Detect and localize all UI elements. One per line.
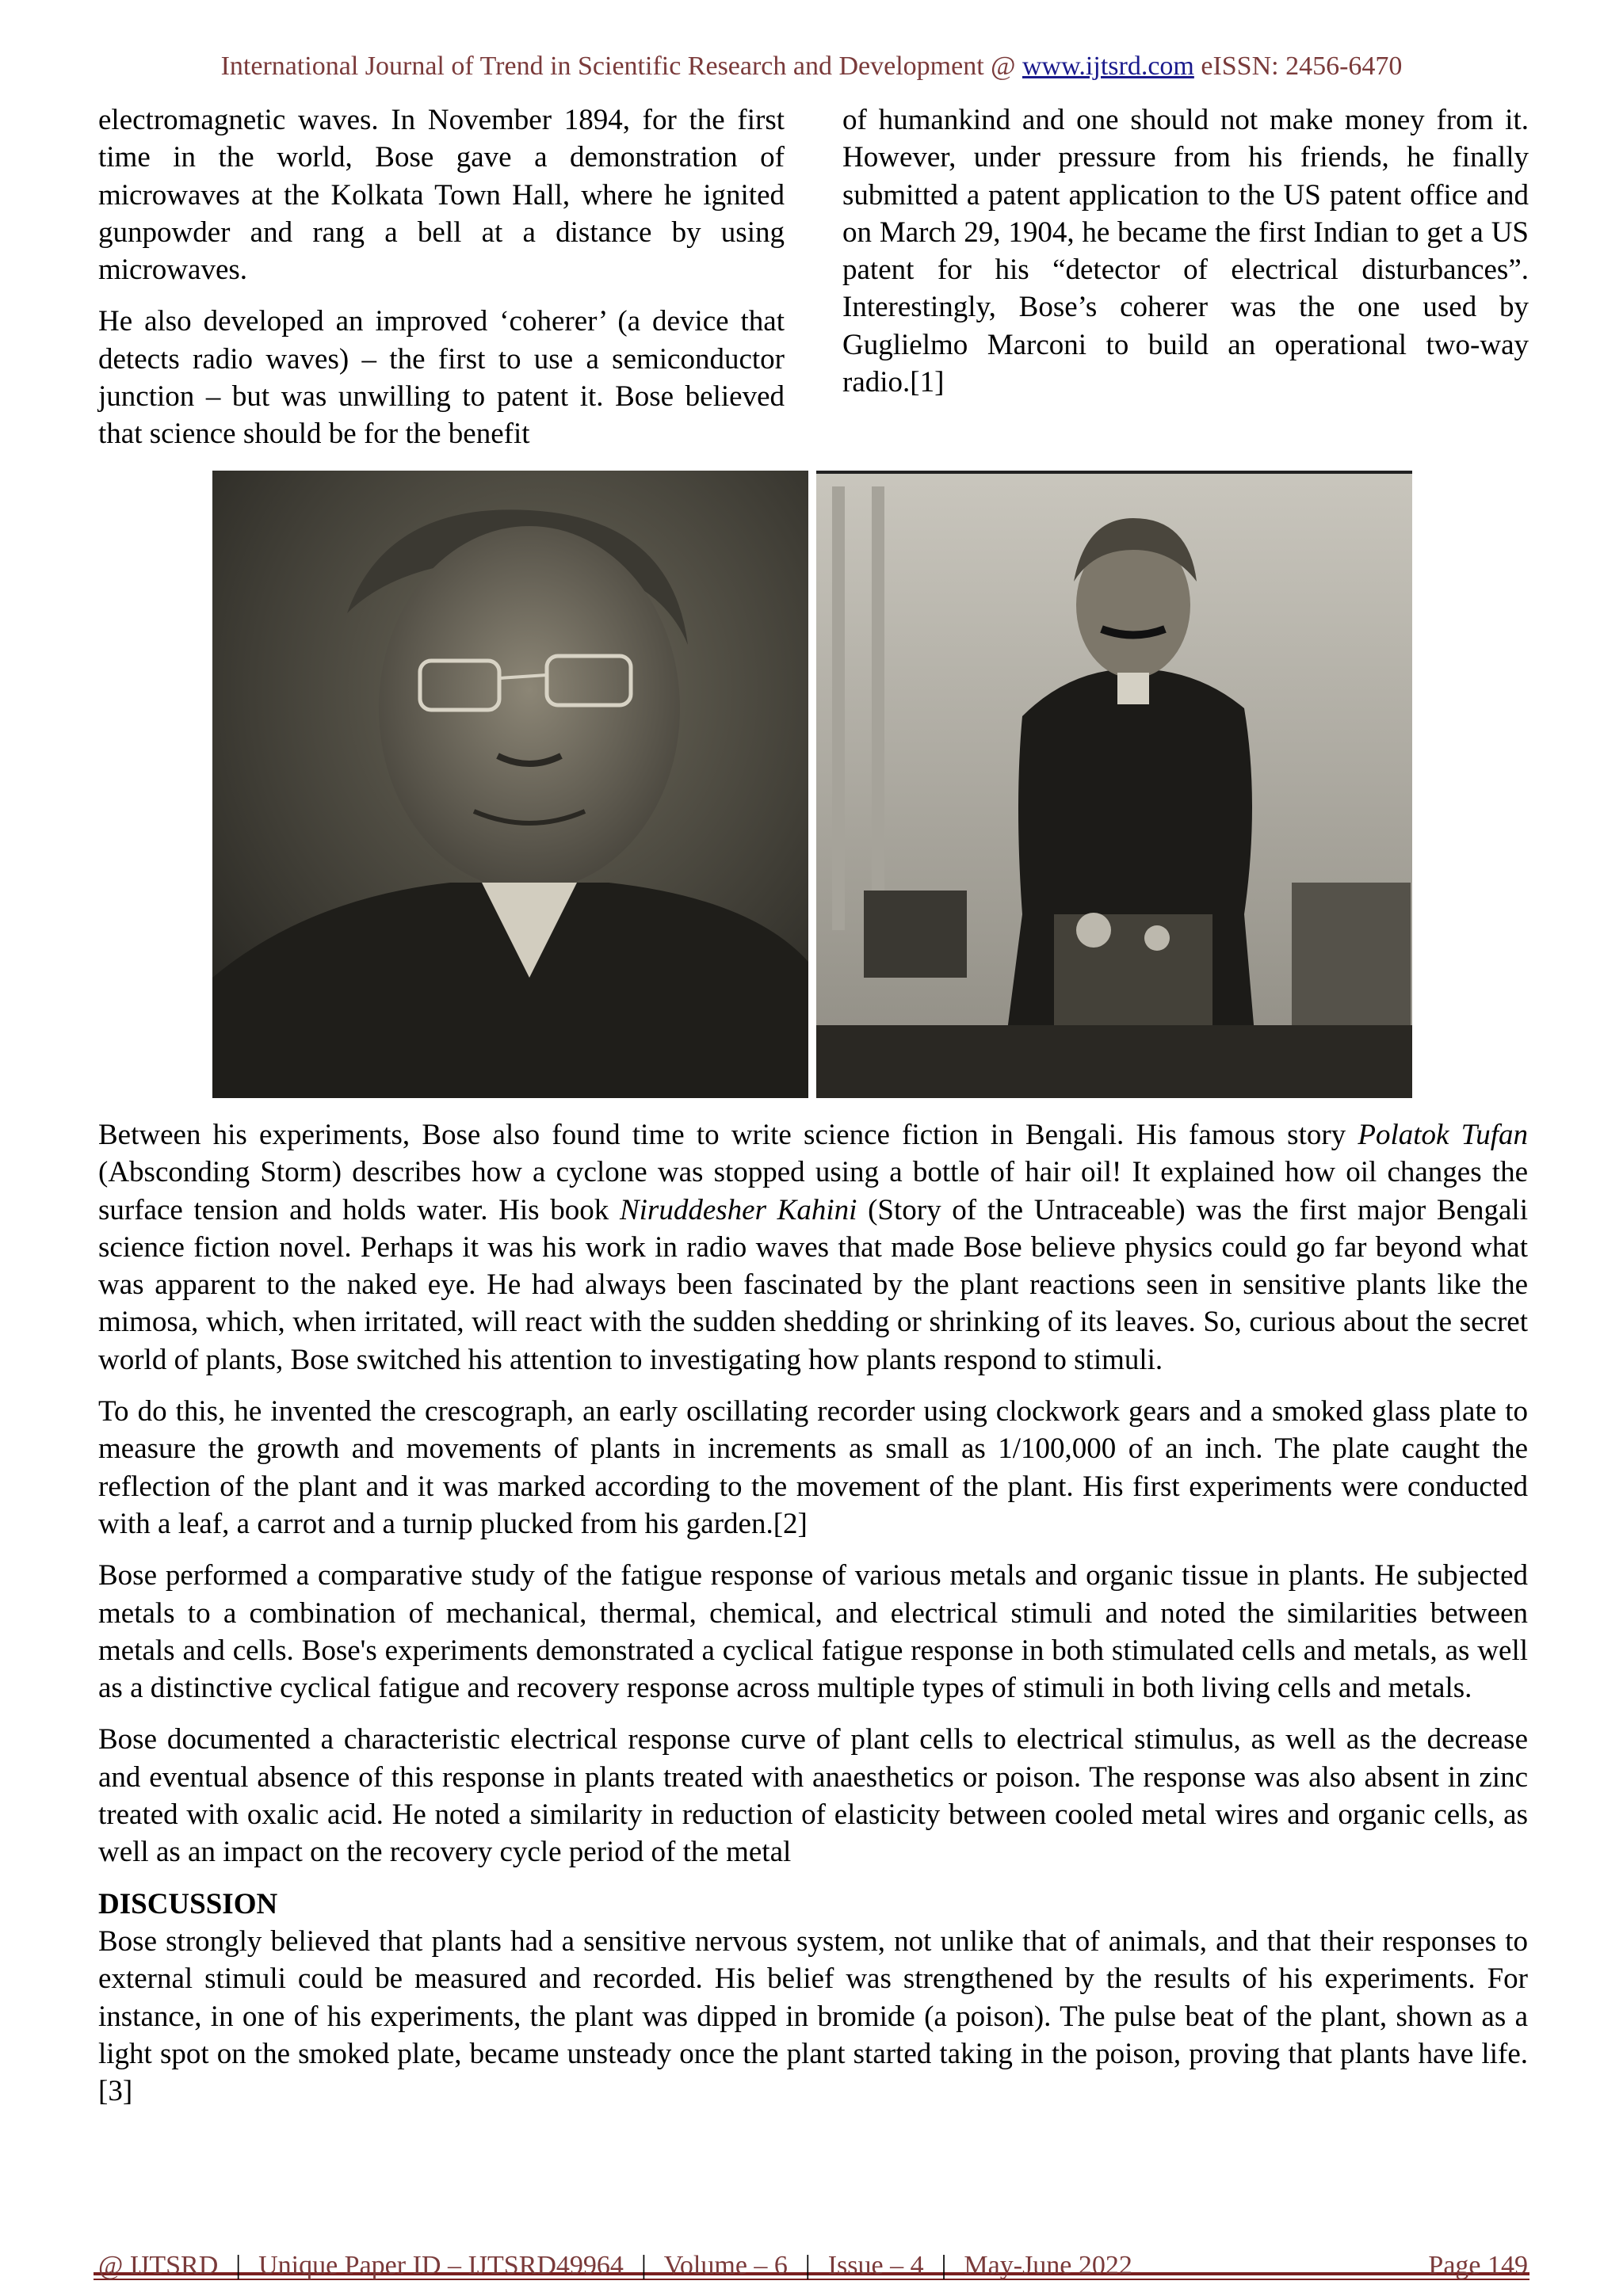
footer-separator: | bbox=[235, 2251, 242, 2280]
left-paragraph-1: electromagnetic waves. In November 1894, for the first time in the world, Bose gave a demonstration of microwaves at the Kolkata Town Hall, where he ignited gunpowder and rang a bell at a distance by using microwaves. bbox=[98, 104, 785, 287]
page-number: Page 149 bbox=[1428, 2251, 1528, 2280]
footer-issue: Issue – 4 bbox=[827, 2251, 924, 2280]
book-title-niruddesher-kahini: Niruddesher Kahini bbox=[619, 1193, 857, 1226]
footer-separator: | bbox=[640, 2251, 647, 2280]
footer-separator: | bbox=[804, 2251, 811, 2280]
running-header bbox=[0, 49, 1623, 84]
body-paragraph-1-text-b: (Absconding Storm) describes how a cyclone was stopped using a bottle of hair oil! It explained how oil changes the surface tension and holds water. His book bbox=[98, 1156, 1528, 1226]
portrait-photo bbox=[212, 471, 808, 1098]
body-paragraph-2: To do this, he invented the crescograph, an early oscillating recorder using clockwork gears and a smoked glass plate to measure the growth and movements of plants in increments as small as 1/100,000 of an inch. The plate caught the reflection of the plant and it was marked according to the movement of the plant. His first experiments were conducted with a leaf, a carrot and a turnip plucked from his garden.[2] bbox=[98, 1395, 1528, 1540]
footer-volume: Volume – 6 bbox=[663, 2251, 788, 2280]
body-paragraph-1-text-c: (Story of the Untraceable) was the first major Bengali science fiction novel. Perhaps it was his work in radio waves that made Bose believe physics could go far beyond what was apparent to the naked eye. He had always been fascinated by the plant reactions seen in sensitive plants like the mimosa, which, when irritated, will react with the sudden shedding or shrinking of its leaves. So, curious about the secret world of plants, Bose switched his attention to investigating how plants respond to stimuli. bbox=[98, 1193, 1528, 1376]
header-journal-name: International Journal of Trend in Scientific Research and Development @ bbox=[220, 51, 1022, 81]
young-bose-photo bbox=[816, 471, 1412, 1098]
header-eissn: eISSN: 2456-6470 bbox=[1193, 51, 1403, 81]
footer-separator: | bbox=[941, 2251, 947, 2280]
body-paragraph-4: Bose documented a characteristic electrical response curve of plant cells to electrical stimulus, as well as the decrease and eventual absence of this response in plants treated with anaesthetics or poison. The response was also absent in zinc treated with oxalic acid. He noted a similarity in reduction of elasticity between cooled metal wires and organic cells, as well as an impact on the recovery cycle period of the metal bbox=[98, 1723, 1528, 1869]
left-column bbox=[98, 101, 785, 453]
footer-paper-id: Unique Paper ID – IJTSRD49964 bbox=[258, 2251, 624, 2280]
main-body-text bbox=[98, 1116, 1528, 2124]
story-title-polatok-tufan: Polatok Tufan bbox=[1358, 1119, 1528, 1151]
discussion-heading: DISCUSSION bbox=[98, 1887, 278, 1920]
right-paragraph-1: of humankind and one should not make money from it. However, under pressure from his friends, he finally submitted a patent application to the US patent office and on March 29, 1904, he became the first Indian to get a US patent for his “detector of electrical disturbances”. Interestingly, Bose’s coherer was the one used by Guglielmo Marconi to build an operational two-way radio.[1] bbox=[842, 104, 1529, 399]
body-paragraph-1-text-a: Between his experiments, Bose also found time to write science fiction in Bengali. His famous story bbox=[98, 1119, 1358, 1151]
running-footer bbox=[98, 2248, 1528, 2283]
right-column bbox=[842, 101, 1529, 401]
footer-journal: @ IJTSRD bbox=[98, 2251, 219, 2280]
body-paragraph-1 bbox=[98, 1116, 1528, 1379]
body-paragraph-3: Bose performed a comparative study of the fatigue response of various metals and organic tissue in plants. He subjected metals to a combination of mechanical, thermal, chemical, and electrical stimuli and noted the similarities between metals and cells. Bose's experiments demonstrated a cyclical fatigue response in both stimulated cells and metals, as well as a distinctive cyclical fatigue and recovery response across multiple types of stimuli in both living cells and metals. bbox=[98, 1559, 1528, 1705]
body-paragraph-5: Bose strongly believed that plants had a sensitive nervous system, not unlike that of animals, and that their responses to external stimuli could be measured and recorded. His belief was strengthened by the results of his experiments. For instance, in one of his experiments, the plant was dipped in bromide (a poison). The pulse beat of the plant, shown as a light spot on the smoked plate, became unsteady once the plant started taking in the poison, proving that plants have life.[3] bbox=[98, 1924, 1528, 2108]
footer-date: May-June 2022 bbox=[964, 2251, 1132, 2280]
journal-website-link[interactable]: www.ijtsrd.com bbox=[1022, 51, 1194, 81]
left-paragraph-2: He also developed an improved ‘coherer’ (a device that detects radio waves) – the first to use a semiconductor junction – but was unwilling to patent it. Bose believed that science should be for the benefit bbox=[98, 305, 785, 451]
